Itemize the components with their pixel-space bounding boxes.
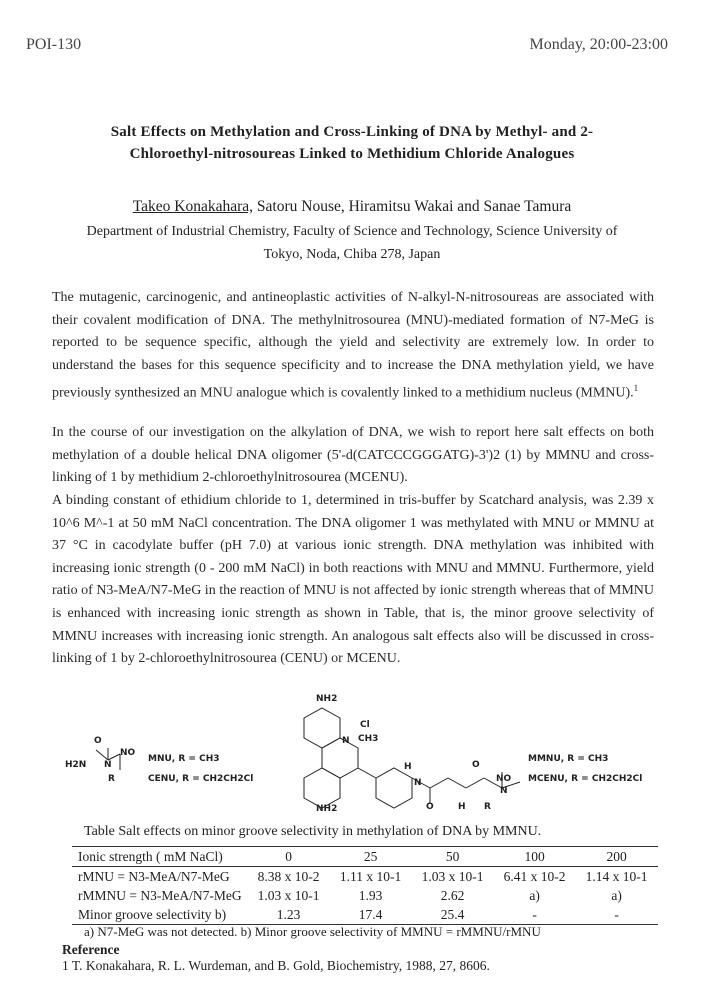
label-mcenu: MCENU, R = CH2CH2Cl (528, 774, 643, 784)
paragraph-1: The mutagenic, carcinogenic, and antineoplastic activities of N-alkyl-N-nitrosoureas are associated with their covalent modification of DNA. The methylnitrosourea (MNU)-mediated formation of N7-MeG is reported to be sequence specific, although the yield and selectivity are extremely low. In order to understand the bases for this sequence specificity and to increase the DNA methylation yield, we have previously synthesized an MNU analogue which is covalently linked to a methidium nucleus (MMNU).$^1$ (52, 290, 654, 402)
table-cell: Minor groove selectivity b) (72, 905, 248, 925)
reference-heading: Reference (62, 942, 120, 957)
affiliation-line-1: Department of Industrial Chemistry, Faculty of Science and Technology, Science University of (86, 224, 618, 239)
atom-NO-right: NO (496, 774, 512, 784)
table-cell: 6.41 x 10-2 (503, 868, 566, 884)
table-cell: a) (611, 887, 622, 903)
atom-H2N-left: H2N (65, 760, 87, 770)
atom-N-left: N (104, 760, 112, 770)
table-cell: - (576, 905, 658, 925)
table-cell: 25.4 (412, 905, 494, 925)
table-cell: 1.11 x 10-1 (339, 868, 402, 884)
co-authors: Satoru Nouse, Hiramitsu Wakai and Sanae Tamura (253, 198, 572, 215)
atom-O-urea: O (472, 760, 480, 770)
table-row (72, 905, 658, 925)
table-cell: 8.38 x 10-2 (257, 868, 320, 884)
table-cell: 1.93 (358, 887, 383, 903)
citation-1: 1 (633, 383, 639, 394)
table-header-cell: 25 (330, 847, 412, 867)
authors (0, 198, 704, 216)
table-row (72, 886, 658, 905)
label-mnu: MNU, R = CH3 (148, 754, 220, 764)
atom-R-right: R (484, 802, 491, 812)
atom-CH3: CH3 (358, 734, 379, 744)
title-line-1: Salt Effects on Methylation and Cross-Linking of DNA by Methyl- and 2- (110, 124, 594, 140)
selectivity-table (72, 846, 658, 925)
title-line-2: Chloroethyl-nitrosoureas Linked to Methidium Chloride Analogues (129, 146, 575, 162)
table-cell: rMMNU = N3-MeA/N7-MeG (78, 887, 242, 903)
table-header-cell: Ionic strength ( mM NaCl) (72, 847, 248, 867)
table-row (72, 867, 658, 887)
header-session-time: Monday, 20:00-23:00 (529, 36, 668, 53)
atom-NO-left: NO (120, 748, 136, 758)
table-cell: 2.62 (440, 887, 465, 903)
table-header-cell: 100 (494, 847, 576, 867)
table-caption: Table Salt effects on minor groove selectivity in methylation of DNA by MMNU. (84, 824, 542, 839)
table-footnote: a) N7-MeG was not detected. b) Minor groove selectivity of MMNU = rMMNU/rMNU (84, 924, 541, 939)
table-cell: 1.14 x 10-1 (585, 868, 648, 884)
presenting-author: Takeo Konakahara, (132, 198, 254, 215)
table-header-row (72, 847, 658, 867)
table-header-cell: 200 (576, 847, 658, 867)
table-cell: - (494, 905, 576, 925)
table-cell: a) (529, 887, 540, 903)
paragraph-2: In the course of our investigation on the alkylation of DNA, we wish to report here salt effects on both methylation of a double helical DNA oligomer (5'-d(CATCCCGGGATG)-3')2 (1) by MMNU and cross-linking of 1 by methidium 2-chloroethylnitrosourea (MCENU). (52, 425, 654, 486)
label-cenu: CENU, R = CH2CH2Cl (148, 774, 254, 784)
table-cell: 1.03 x 10-1 (421, 868, 484, 884)
table-cell: 1.23 (248, 905, 330, 925)
atom-H-amide: H (404, 762, 412, 772)
table-header-cell: 50 (412, 847, 494, 867)
chemical-structures (60, 690, 660, 820)
atom-O-amide: O (426, 802, 434, 812)
paragraph-3: A binding constant of ethidium chloride to 1, determined in tris-buffer by Scatchard analysis, was 2.39 x 10^6 M^-1 at 50 mM NaCl concentration. The DNA oligomer 1 was methylated with MNU or MMNU at 37 °C in cacodylate buffer (pH 7.0) at various ionic strength. DNA methylation was inhibited with increasing ionic strength (0 - 200 mM NaCl) in both reactions with MNU and MMNU. Furthermore, yield ratio of N3-MeA/N7-MeG in the reaction of MNU is not affected by ionic strength whereas that of MMNU is enhanced with increasing ionic strength as shown in Table, that is, the minor groove selectivity of MMNU increases with increasing ionic strength. An analogous salt effects also will be discussed in cross-linking of 1 by 2-chloroethylnitrosourea (CENU) or MCENU. (52, 493, 654, 667)
table-cell: 1.03 x 10-1 (257, 887, 320, 903)
atom-NH2-top: NH2 (316, 694, 338, 704)
atom-N-urea: N (500, 786, 508, 796)
reference-item: 1 T. Konakahara, R. L. Wurdeman, and B. Gold, Biochemistry, 1988, 27, 8606. (62, 958, 490, 973)
atom-NH2-bottom: NH2 (316, 804, 338, 814)
atom-O-left: O (94, 736, 102, 746)
atom-N-plus: N (342, 736, 350, 746)
table-cell: rMNU = N3-MeA/N7-MeG (78, 868, 230, 884)
atom-N-amide: N (414, 778, 422, 788)
atom-H-urea: H (458, 802, 466, 812)
atom-R-left: R (108, 774, 115, 784)
affiliation-line-2: Tokyo, Noda, Chiba 278, Japan (263, 247, 441, 262)
header-session-code: POI-130 (26, 36, 82, 53)
table-cell: 17.4 (330, 905, 412, 925)
atom-Cl: Cl (360, 720, 370, 730)
table-header-cell: 0 (248, 847, 330, 867)
label-mmnu: MMNU, R = CH3 (528, 754, 609, 764)
